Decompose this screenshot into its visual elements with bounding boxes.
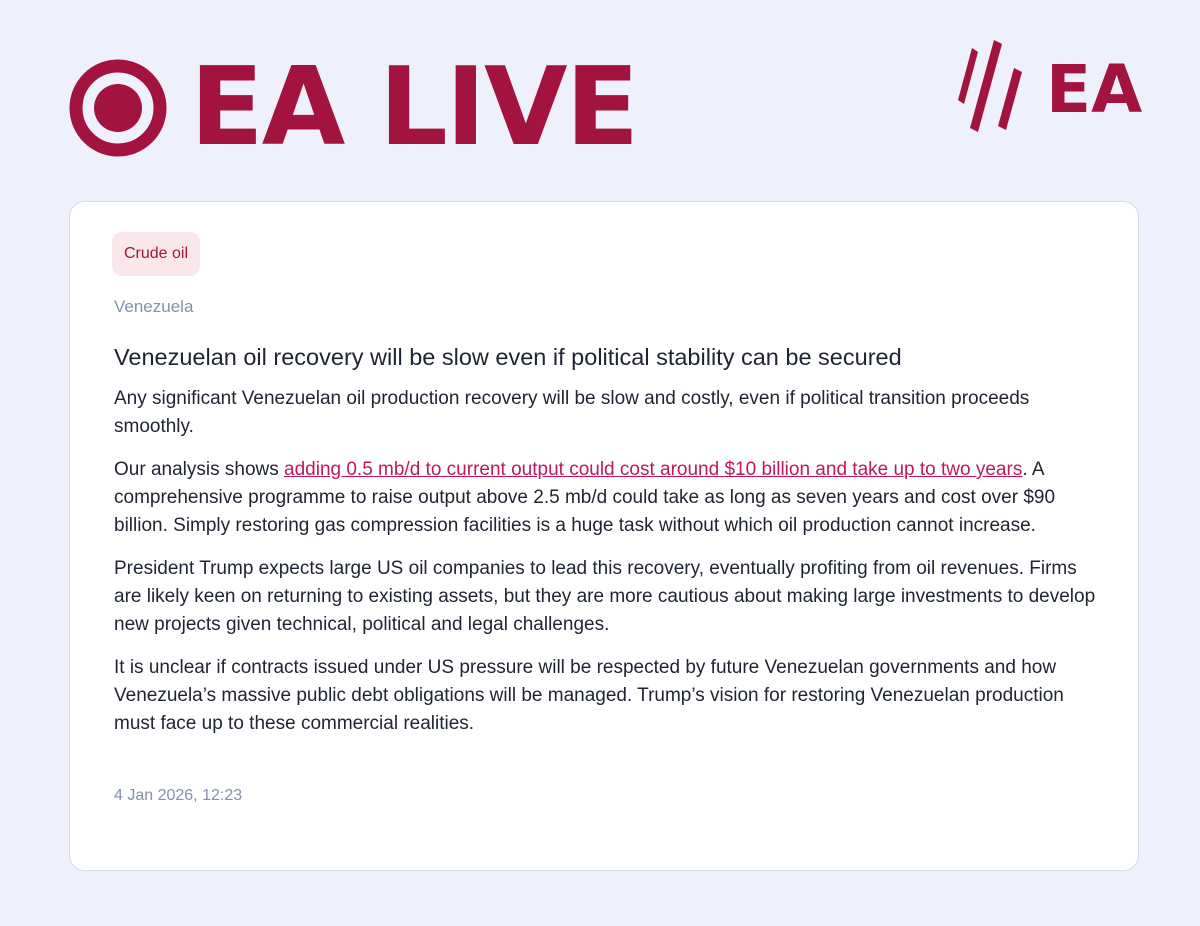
- post-body: [114, 385, 1102, 753]
- analysis-link[interactable]: adding 0.5 mb/d to current output could cost around $10 billion and take up to two years: [284, 459, 1023, 480]
- region-label: Venezuela: [114, 297, 194, 316]
- paragraph-3: President Trump expects large US oil companies to lead this recovery, eventually profiting from oil revenues. Firms are likely keen on returning to existing assets, but they are more cautious about making large investments to develop new projects given technical, political and legal challenges.: [114, 558, 1096, 635]
- topic-tag[interactable]: Crude oil: [112, 232, 200, 276]
- post-timestamp: 4 Jan 2026, 12:23: [114, 787, 243, 804]
- live-title: EA LIVE: [190, 45, 638, 170]
- post-card: [69, 201, 1139, 871]
- page-header: [0, 0, 1200, 200]
- paragraph-1: Any significant Venezuelan oil production recovery will be slow and costly, even if political transition proceeds smoothly.: [114, 388, 1030, 437]
- brand-wordmark: EA: [1046, 51, 1143, 128]
- post-headline: Venezuelan oil recovery will be slow even if political stability can be secured: [114, 344, 902, 370]
- ea-logo-stripes-icon: [954, 40, 1026, 136]
- paragraph-2-suffix: . A comprehensive programme to raise output above 2.5 mb/d could take as long as seven years and cost over $90 billion. Simply restoring gas compression facilities is a huge task without which oil production cannot increase.: [114, 459, 1056, 536]
- live-record-icon: [68, 58, 168, 158]
- paragraph-4: It is unclear if contracts issued under US pressure will be respected by future Venezuelan governments and how Venezuela’s massive public debt obligations will be managed. Trump’s vision for restoring Venezuelan production must face up to these commercial realities.: [114, 657, 1064, 734]
- paragraph-2: [114, 456, 1102, 540]
- paragraph-2-prefix: Our analysis shows: [114, 459, 285, 480]
